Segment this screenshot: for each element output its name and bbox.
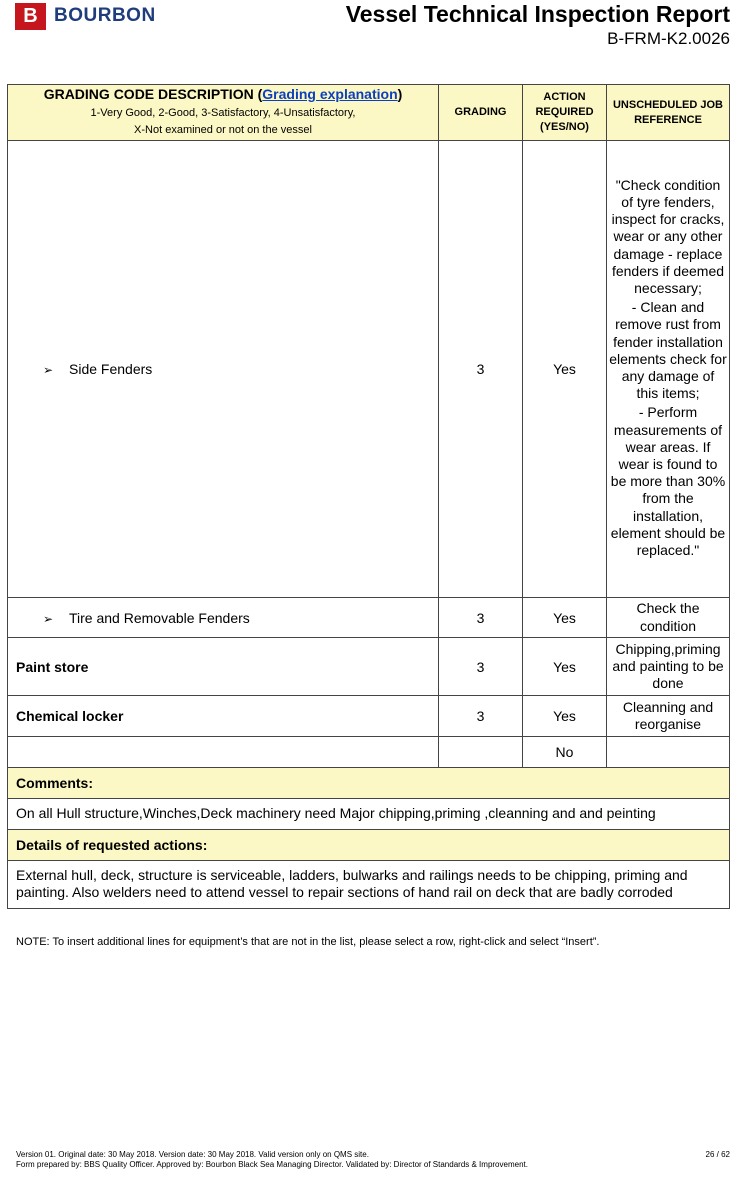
grading-column-header: GRADING — [439, 85, 523, 141]
item-cell — [8, 598, 439, 638]
action-cell[interactable]: Yes — [523, 696, 607, 737]
item-cell[interactable] — [8, 737, 439, 768]
grading-code-line2: X-Not examined or not on the vessel — [134, 124, 312, 136]
details-text-row — [8, 860, 730, 908]
grading-code-description — [8, 85, 439, 141]
footer — [16, 1150, 528, 1170]
job-reference-cell[interactable] — [607, 737, 730, 768]
grading-code-title: GRADING CODE DESCRIPTION ( — [43, 86, 263, 102]
footer-approval-line: Form prepared by: BBS Quality Officer. Approved by: Bourbon Black Sea Managing Director. Validated by: Director of Standards & Improvement. — [16, 1160, 528, 1169]
comments-header-row — [8, 768, 730, 799]
table-row — [8, 141, 730, 598]
grading-cell[interactable]: 3 — [439, 598, 523, 638]
logo-mark: B — [15, 3, 46, 30]
inspection-table — [7, 84, 730, 909]
grading-explanation-link[interactable]: Grading explanation — [262, 86, 398, 102]
details-header-row — [8, 829, 730, 860]
item-label: Tire and Removable Fenders — [69, 609, 250, 626]
arrow-bullet-icon: ➢ — [43, 611, 54, 626]
logo-text: BOURBON — [54, 5, 156, 26]
job-reference-cell[interactable] — [607, 141, 730, 598]
action-cell[interactable]: Yes — [523, 598, 607, 638]
arrow-bullet-icon: ➢ — [43, 363, 54, 377]
grading-code-title-close: ) — [397, 86, 403, 102]
action-cell[interactable]: Yes — [523, 638, 607, 696]
table-header-row — [8, 85, 730, 141]
document-code: B-FRM-K2.0026 — [607, 29, 730, 48]
bourbon-logo — [15, 2, 156, 30]
action-cell[interactable]: No — [523, 737, 607, 768]
job-reference-cell[interactable]: Check the condition — [607, 598, 730, 638]
item-cell: Chemical locker — [8, 696, 439, 737]
job-reference-part: "Check condition of tyre fenders, inspect for cracks, wear or any other damage - replace fenders if deemed necessary; — [611, 176, 725, 296]
insert-lines-note: NOTE: To insert additional lines for equipment’s that are not in the list, please select a row, right-click and select “Insert”. — [16, 936, 600, 948]
table-row — [8, 737, 730, 768]
table-row — [8, 598, 730, 638]
action-required-column-header: ACTION REQUIRED (YES/NO) — [523, 85, 607, 141]
grading-code-line1: 1-Very Good, 2-Good, 3-Satisfactory, 4-Unsatisfactory, — [90, 107, 356, 119]
grading-cell[interactable]: 3 — [439, 141, 523, 598]
job-reference-part: - Clean and remove rust from fender installation elements check for any damage of this items; — [609, 299, 727, 402]
item-label: Side Fenders — [69, 361, 153, 377]
comments-text[interactable]: On all Hull structure,Winches,Deck machinery need Major chipping,priming ,cleanning and and peinting — [8, 799, 730, 830]
page-number: 26 / 62 — [705, 1150, 730, 1159]
footer-version-line: Version 01. Original date: 30 May 2018. Version date: 30 May 2018. Valid version only on QMS site. — [16, 1150, 369, 1159]
action-cell[interactable]: Yes — [523, 141, 607, 598]
item-cell — [8, 141, 439, 598]
job-reference-column-header: UNSCHEDULED JOB REFERENCE — [607, 85, 730, 141]
document-title: Vessel Technical Inspection Report — [345, 1, 730, 27]
comments-text-row — [8, 799, 730, 830]
details-label: Details of requested actions: — [8, 829, 730, 860]
grading-cell[interactable]: 3 — [439, 638, 523, 696]
details-text[interactable]: External hull, deck, structure is serviceable, ladders, bulwarks and railings needs to be chipping, priming and painting. Also welders need to attend vessel to repair sections of hand rail on deck that are badly corroded — [8, 860, 730, 908]
grading-cell[interactable] — [439, 737, 523, 768]
job-reference-cell[interactable]: Cleanning and reorganise — [607, 696, 730, 737]
comments-label: Comments: — [8, 768, 730, 799]
job-reference-part: - Perform measurements of wear areas. If wear is found to be more than 30% from the installation, element should be replaced." — [610, 404, 726, 559]
job-reference-cell[interactable]: Chipping,priming and painting to be done — [607, 638, 730, 696]
table-row — [8, 696, 730, 737]
table-row — [8, 638, 730, 696]
item-cell: Paint store — [8, 638, 439, 696]
grading-cell[interactable]: 3 — [439, 696, 523, 737]
